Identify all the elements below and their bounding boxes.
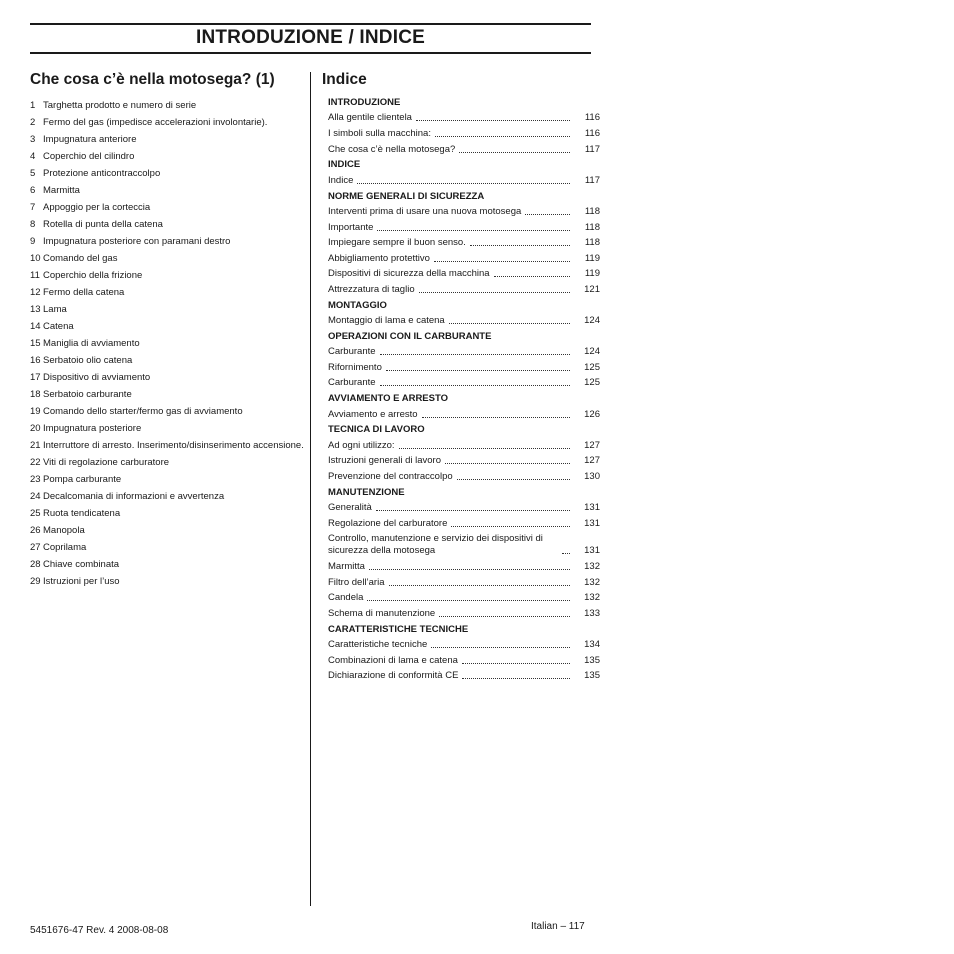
part-label: Fermo del gas (impedisce accelerazioni involontarie). <box>43 116 268 128</box>
part-number: 2 <box>30 116 36 128</box>
toc-entry[interactable] <box>328 267 600 283</box>
dot-leader <box>369 569 570 570</box>
toc-entry[interactable] <box>328 235 600 251</box>
dot-leader <box>562 553 570 554</box>
document-id: 5451676-47 Rev. 4 2008-08-08 <box>30 925 169 936</box>
part-label: Comando dello starter/fermo gas di avviamento <box>43 405 243 417</box>
toc-entry[interactable] <box>328 220 600 236</box>
part-item <box>30 522 305 539</box>
toc-entry-title: Schema di manutenzione <box>328 607 436 619</box>
part-number: 15 <box>30 337 41 349</box>
part-number: 4 <box>30 150 36 162</box>
dot-leader <box>449 323 570 324</box>
toc-entry[interactable] <box>328 469 600 485</box>
toc-page-number: 124 <box>584 315 600 327</box>
part-item <box>30 148 305 165</box>
toc-entry-title: Combinazioni di lama e catena <box>328 654 458 666</box>
dot-leader <box>357 183 570 184</box>
part-item <box>30 284 305 301</box>
dot-leader <box>377 230 570 231</box>
part-number: 16 <box>30 354 41 366</box>
toc-page-number: 135 <box>584 670 600 682</box>
toc-page-number: 118 <box>584 237 600 249</box>
dot-leader <box>494 276 570 277</box>
part-number: 29 <box>30 575 41 587</box>
part-number: 24 <box>30 490 41 502</box>
toc-section-title: AVVIAMENTO E ARRESTO <box>328 393 448 405</box>
dot-leader <box>439 616 570 617</box>
part-number: 28 <box>30 558 41 570</box>
part-label: Coperchio del cilindro <box>43 150 135 162</box>
table-of-contents <box>328 95 600 684</box>
column-divider <box>310 72 311 906</box>
toc-page-number: 116 <box>584 127 600 139</box>
dot-leader <box>525 214 570 215</box>
toc-page-number: 131 <box>584 545 600 557</box>
part-label: Dispositivo di avviamento <box>43 371 151 383</box>
toc-section-title: INDICE <box>328 159 361 171</box>
dot-leader <box>470 245 570 246</box>
part-item <box>30 454 305 471</box>
toc-page-number: 125 <box>584 377 600 389</box>
part-number: 27 <box>30 541 41 553</box>
part-item <box>30 573 305 590</box>
part-item <box>30 114 305 131</box>
toc-entry[interactable] <box>328 559 600 575</box>
toc-entry[interactable] <box>328 500 600 516</box>
toc-entry[interactable] <box>328 376 600 392</box>
part-number: 17 <box>30 371 41 383</box>
toc-page-number: 131 <box>584 517 600 529</box>
part-item <box>30 352 305 369</box>
part-number: 6 <box>30 184 36 196</box>
dot-leader <box>431 647 570 648</box>
part-label: Chiave combinata <box>43 558 120 570</box>
part-number: 12 <box>30 286 41 298</box>
dot-leader <box>462 678 570 679</box>
part-number: 21 <box>30 439 41 451</box>
toc-section-title: CARATTERISTICHE TECNICHE <box>328 623 469 635</box>
toc-entry[interactable] <box>328 516 600 532</box>
dot-leader <box>399 448 570 449</box>
toc-entry[interactable] <box>328 173 600 189</box>
part-item <box>30 267 305 284</box>
toc-entry-title: Ad ogni utilizzo: <box>328 439 395 451</box>
toc-entry-title: Dispositivi di sicurezza della macchina <box>328 268 490 280</box>
toc-page-number: 116 <box>584 112 600 124</box>
part-item <box>30 318 305 335</box>
part-item <box>30 420 305 437</box>
part-item <box>30 233 305 250</box>
index-column <box>322 69 600 684</box>
toc-entry[interactable] <box>328 653 600 669</box>
parts-list <box>30 97 305 590</box>
toc-page-number: 134 <box>584 638 600 650</box>
toc-entry[interactable] <box>328 251 600 267</box>
toc-entry-title: Indice <box>328 174 354 186</box>
part-number: 23 <box>30 473 41 485</box>
toc-section-title: MONTAGGIO <box>328 299 387 311</box>
part-number: 9 <box>30 235 36 247</box>
toc-entry-title: Attrezzatura di taglio <box>328 283 415 295</box>
part-label: Impugnatura anteriore <box>43 133 137 145</box>
toc-page-number: 132 <box>584 561 600 573</box>
part-number: 22 <box>30 456 41 468</box>
part-label: Viti di regolazione carburatore <box>43 456 170 468</box>
toc-entry-title: Regolazione del carburatore <box>328 517 448 529</box>
toc-entry-title: Carburante <box>328 346 376 358</box>
dot-leader <box>457 479 570 480</box>
toc-page-number: 133 <box>584 607 600 619</box>
part-item <box>30 386 305 403</box>
toc-page-number: 117 <box>584 143 600 155</box>
part-number: 13 <box>30 303 41 315</box>
toc-entry[interactable] <box>328 590 600 606</box>
part-label: Catena <box>43 320 74 332</box>
part-number: 10 <box>30 252 41 264</box>
part-item <box>30 403 305 420</box>
toc-page-number: 127 <box>584 439 600 451</box>
dot-leader <box>462 663 570 664</box>
toc-entry[interactable] <box>328 454 600 470</box>
toc-entry[interactable] <box>328 575 600 591</box>
toc-entry-title: Alla gentile clientela <box>328 112 412 124</box>
toc-entry-title: Avviamento e arresto <box>328 408 418 420</box>
part-number: 8 <box>30 218 36 230</box>
part-item <box>30 539 305 556</box>
toc-entry[interactable] <box>328 606 600 622</box>
toc-page-number: 118 <box>584 205 600 217</box>
part-item <box>30 369 305 386</box>
toc-entry[interactable] <box>328 142 600 158</box>
toc-page-number: 132 <box>584 576 600 588</box>
toc-page-number: 119 <box>584 268 600 280</box>
part-item <box>30 488 305 505</box>
part-number: 20 <box>30 422 41 434</box>
toc-entry[interactable] <box>328 345 600 361</box>
toc-entry-title: Generalità <box>328 502 372 514</box>
toc-entry-title: Carburante <box>328 377 376 389</box>
part-label: Istruzioni per l’uso <box>43 575 120 587</box>
toc-page-number: 126 <box>584 408 600 420</box>
dot-leader <box>367 600 570 601</box>
dot-leader <box>389 585 571 586</box>
toc-entry[interactable] <box>328 637 600 653</box>
part-number: 3 <box>30 133 36 145</box>
toc-entry[interactable] <box>328 532 600 560</box>
toc-page-number: 121 <box>584 283 600 295</box>
toc-section-title: MANUTENZIONE <box>328 486 405 498</box>
dot-leader <box>451 526 570 527</box>
toc-entry[interactable] <box>328 126 600 142</box>
toc-entry-title: Abbigliamento protettivo <box>328 252 430 264</box>
toc-page-number: 117 <box>584 174 600 186</box>
toc-entry[interactable] <box>328 204 600 220</box>
page-title: INTRODUZIONE / INDICE <box>195 27 426 48</box>
part-item <box>30 182 305 199</box>
part-item <box>30 556 305 573</box>
dot-leader <box>435 136 570 137</box>
dot-leader <box>416 120 570 121</box>
part-label: Coprilama <box>43 541 87 553</box>
toc-section-title: INTRODUZIONE <box>328 97 401 108</box>
toc-entry[interactable] <box>328 407 600 423</box>
part-label: Interruttore di arresto. Inserimento/disinserimento accensione. <box>43 439 304 451</box>
part-label: Fermo della catena <box>43 286 125 298</box>
part-item <box>30 165 305 182</box>
part-item <box>30 131 305 148</box>
part-label: Impugnatura posteriore con paramani destro <box>43 235 231 247</box>
part-number: 7 <box>30 201 36 213</box>
index-heading: Indice <box>322 71 367 88</box>
parts-column <box>30 69 305 590</box>
part-item <box>30 301 305 318</box>
toc-entry-title: Montaggio di lama e catena <box>328 315 445 327</box>
dot-leader <box>380 354 570 355</box>
toc-entry-title: Marmitta <box>328 561 365 573</box>
part-label: Ruota tendicatena <box>43 507 121 519</box>
toc-section-title: TECNICA DI LAVORO <box>328 424 425 436</box>
part-label: Serbatoio carburante <box>43 388 132 400</box>
part-item <box>30 216 305 233</box>
part-number: 25 <box>30 507 41 519</box>
dot-leader <box>386 370 570 371</box>
part-label: Comando del gas <box>43 252 118 264</box>
toc-section-title: NORME GENERALI DI SICUREZZA <box>328 190 485 202</box>
toc-entry[interactable] <box>328 668 600 684</box>
dot-leader <box>434 261 570 262</box>
part-label: Impugnatura posteriore <box>43 422 142 434</box>
part-item <box>30 505 305 522</box>
part-item <box>30 437 305 454</box>
toc-entry-title: I simboli sulla macchina: <box>328 127 431 139</box>
dot-leader <box>380 385 570 386</box>
part-label: Manopola <box>43 524 85 536</box>
toc-page-number: 131 <box>584 502 600 514</box>
toc-entry-title: Interventi prima di usare una nuova motosega <box>328 205 522 217</box>
toc-page-number: 130 <box>584 471 600 483</box>
part-label: Marmitta <box>43 184 80 196</box>
header-rule-bottom <box>30 52 591 54</box>
toc-entry-title: Importante <box>328 221 374 233</box>
part-number: 14 <box>30 320 41 332</box>
part-number: 11 <box>30 269 40 281</box>
part-item <box>30 97 305 114</box>
page-number: Italian – 117 <box>531 921 585 932</box>
part-number: 26 <box>30 524 41 536</box>
part-label: Coperchio della frizione <box>43 269 143 281</box>
part-item <box>30 250 305 267</box>
dot-leader <box>376 510 570 511</box>
part-label: Lama <box>43 303 67 315</box>
toc-entry[interactable] <box>328 438 600 454</box>
toc-entry-title: Controllo, manutenzione e servizio dei dispositivi di sicurezza della motosega <box>328 533 543 557</box>
part-label: Pompa carburante <box>43 473 122 485</box>
toc-page-number: 135 <box>584 654 600 666</box>
part-item <box>30 199 305 216</box>
part-label: Maniglia di avviamento <box>43 337 140 349</box>
toc-entry-title: Che cosa c’è nella motosega? <box>328 143 456 155</box>
toc-page-number: 124 <box>584 346 600 358</box>
part-label: Serbatoio olio catena <box>43 354 133 366</box>
part-label: Protezione anticontraccolpo <box>43 167 161 179</box>
part-number: 19 <box>30 405 41 417</box>
part-item <box>30 335 305 352</box>
part-label: Appoggio per la corteccia <box>43 201 151 213</box>
dot-leader <box>459 152 570 153</box>
toc-entry-title: Istruzioni generali di lavoro <box>328 455 442 467</box>
toc-section-title: OPERAZIONI CON IL CARBURANTE <box>328 330 492 342</box>
toc-page-number: 127 <box>584 455 600 467</box>
part-label: Decalcomania di informazioni e avvertenza <box>43 490 225 502</box>
toc-entry[interactable] <box>328 360 600 376</box>
toc-entry-title: Rifornimento <box>328 361 382 373</box>
toc-entry-title: Filtro dell’aria <box>328 576 385 588</box>
part-label: Rotella di punta della catena <box>43 218 163 230</box>
toc-entry[interactable] <box>328 282 600 298</box>
part-number: 18 <box>30 388 41 400</box>
part-item <box>30 471 305 488</box>
toc-entry-title: Dichiarazione di conformità CE <box>328 670 459 682</box>
toc-entry-title: Candela <box>328 592 364 604</box>
toc-entry-title: Caratteristiche tecniche <box>328 638 428 650</box>
toc-entry-title: Prevenzione del contraccolpo <box>328 471 453 483</box>
toc-entry-title: Impiegare sempre il buon senso. <box>328 237 466 249</box>
parts-heading: Che cosa c’è nella motosega? (1) <box>30 71 275 88</box>
dot-leader <box>422 417 570 418</box>
toc-page-number: 125 <box>584 361 600 373</box>
part-number: 5 <box>30 167 36 179</box>
toc-page-number: 119 <box>584 252 600 264</box>
toc-entry[interactable] <box>328 111 600 127</box>
toc-page-number: 118 <box>584 221 600 233</box>
dot-leader <box>419 292 570 293</box>
part-label: Targhetta prodotto e numero di serie <box>43 99 197 111</box>
dot-leader <box>445 463 570 464</box>
toc-page-number: 132 <box>584 592 600 604</box>
part-number: 1 <box>30 99 36 111</box>
toc-entry[interactable] <box>328 313 600 329</box>
